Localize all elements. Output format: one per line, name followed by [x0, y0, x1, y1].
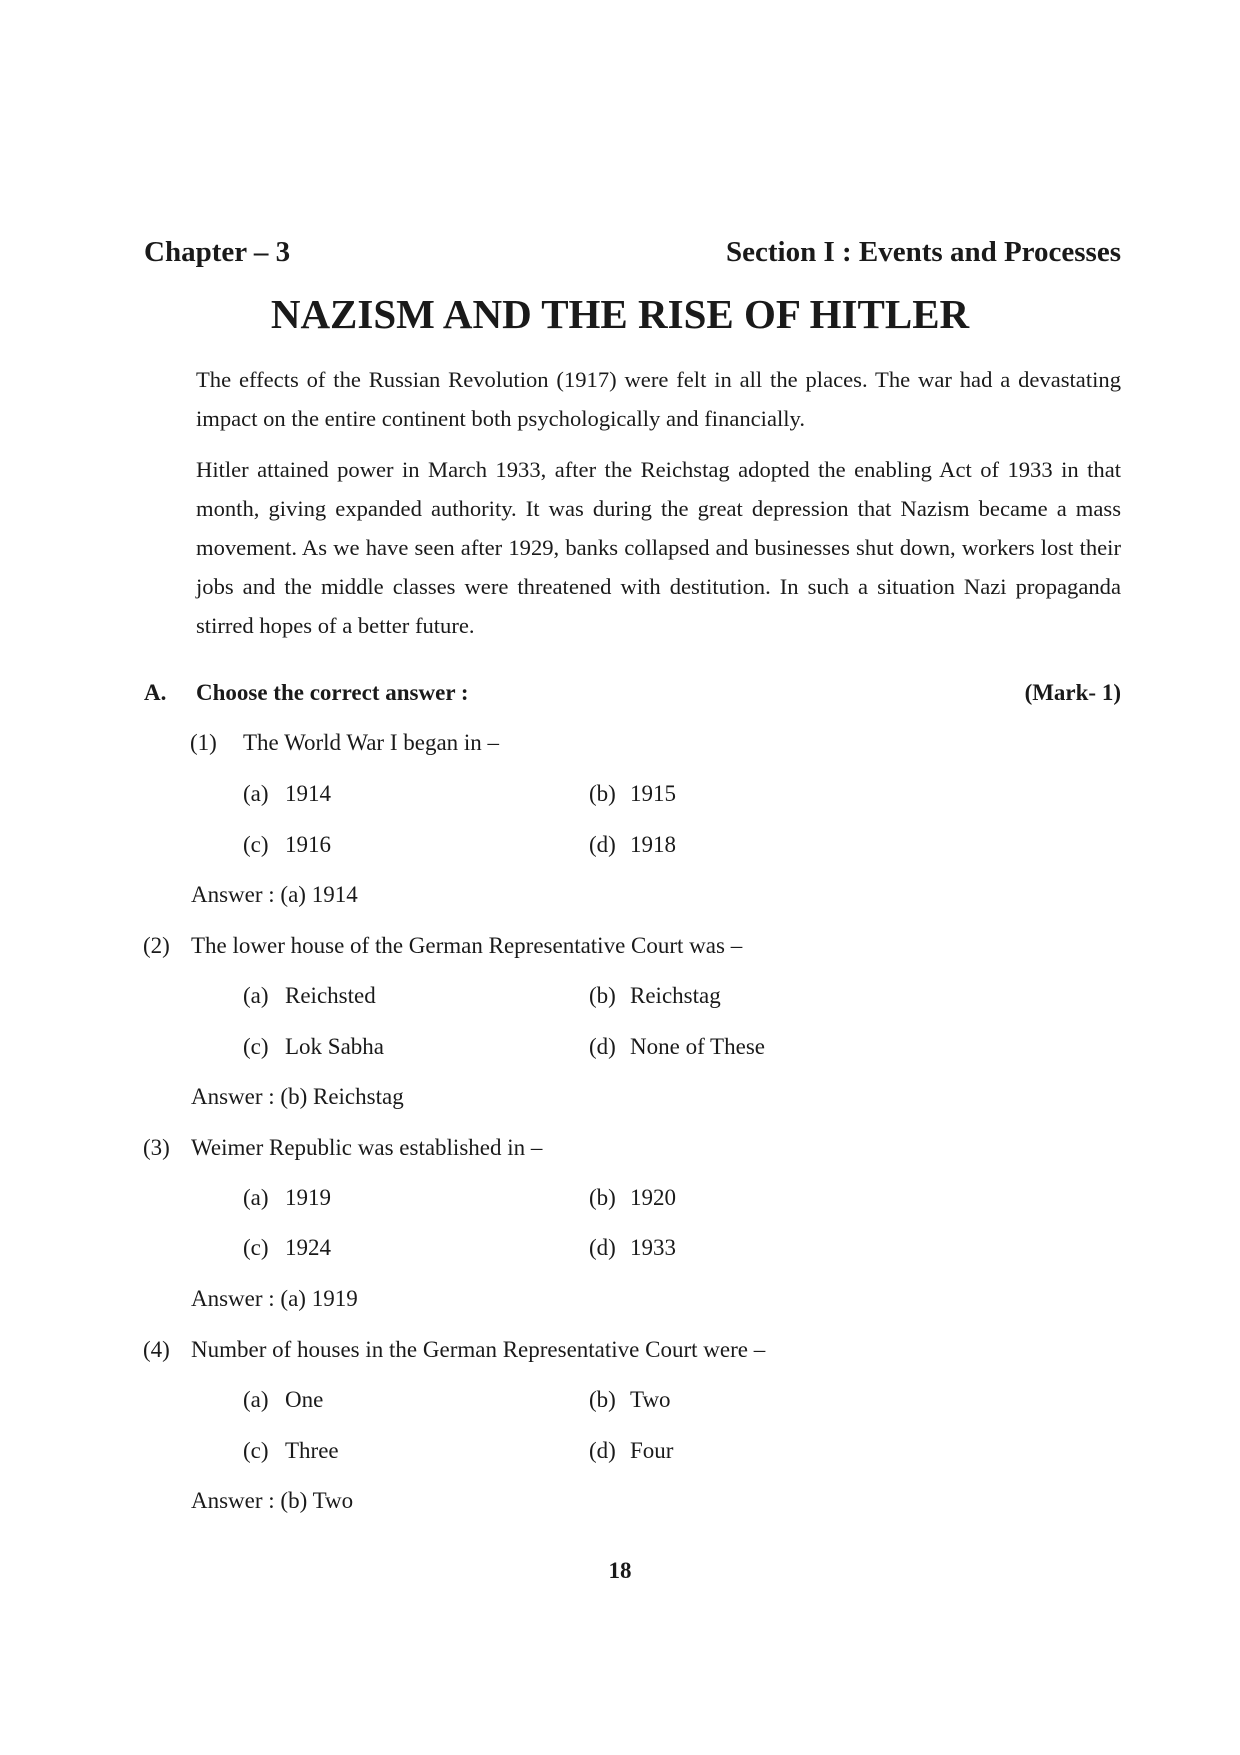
page-number: 18 [608, 1558, 632, 1583]
option-text: 1924 [285, 1235, 331, 1260]
section-a-instruction: Choose the correct answer : [196, 680, 469, 705]
section-label: Section I : Events and Processes [726, 236, 1121, 268]
option-key: (c) [243, 1034, 269, 1059]
option-text: 1920 [630, 1185, 676, 1210]
option-text: 1915 [630, 781, 676, 806]
option-key: (a) [243, 1387, 269, 1412]
option-text: 1933 [630, 1235, 676, 1260]
option-key: (a) [243, 781, 269, 806]
option-text: 1918 [630, 832, 676, 857]
option-text: Four [630, 1438, 674, 1463]
option-text: Reichstag [630, 983, 721, 1008]
option-text: Lok Sabha [285, 1034, 385, 1059]
page-title: NAZISM AND THE RISE OF HITLER [270, 291, 970, 337]
intro-paragraph-2: Hitler attained power in March 1933, after the Reichstag adopted the enabling Act of 1933 in that month, giving expanded authority. It was during the great depression that Nazism became a mass movement. As we have seen after 1929, banks collapsed and businesses shut down, workers lost their jobs and the middle classes were threatened with destitution. In such a situation Nazi propaganda stirred hopes of a better future. [196, 457, 1121, 638]
option-text: 1914 [285, 781, 331, 806]
option-key: (b) [589, 1387, 616, 1412]
option-key: (b) [589, 781, 616, 806]
answer-text: Answer : (a) 1914 [191, 882, 358, 907]
question-number: (4) [143, 1337, 170, 1362]
answer-text: Answer : (b) Reichstag [191, 1084, 404, 1109]
option-key: (d) [589, 832, 616, 857]
question-number: (1) [190, 730, 217, 755]
option-key: (d) [589, 1034, 616, 1059]
option-key: (c) [243, 1438, 269, 1463]
intro-paragraph-1: The effects of the Russian Revolution (1917) were felt in all the places. The war had a devastating impact on the entire continent both psychologically and financially. [196, 367, 1121, 431]
option-key: (a) [243, 1185, 269, 1210]
option-text: 1916 [285, 832, 331, 857]
option-text: One [285, 1387, 324, 1412]
question-text: Number of houses in the German Representative Court were – [191, 1337, 766, 1362]
option-text: 1919 [285, 1185, 331, 1210]
question-text: The lower house of the German Representative Court was – [191, 933, 743, 958]
section-a-marks: (Mark- 1) [1024, 680, 1121, 705]
option-text: Two [630, 1387, 671, 1412]
section-a-letter: A. [144, 680, 167, 705]
option-key: (b) [589, 1185, 616, 1210]
question-number: (2) [143, 933, 170, 958]
option-key: (b) [589, 983, 616, 1008]
option-text: Reichsted [285, 983, 376, 1008]
chapter-label: Chapter – 3 [144, 236, 291, 268]
question-text: Weimer Republic was established in – [191, 1135, 543, 1160]
option-key: (a) [243, 983, 269, 1008]
option-key: (d) [589, 1438, 616, 1463]
option-key: (c) [243, 1235, 269, 1260]
option-key: (c) [243, 832, 269, 857]
option-key: (d) [589, 1235, 616, 1260]
answer-text: Answer : (a) 1919 [191, 1286, 358, 1311]
question-number: (3) [143, 1135, 170, 1160]
question-text: The World War I began in – [243, 730, 500, 755]
option-text: Three [285, 1438, 339, 1463]
option-text: None of These [630, 1034, 765, 1059]
answer-text: Answer : (b) Two [191, 1488, 354, 1513]
